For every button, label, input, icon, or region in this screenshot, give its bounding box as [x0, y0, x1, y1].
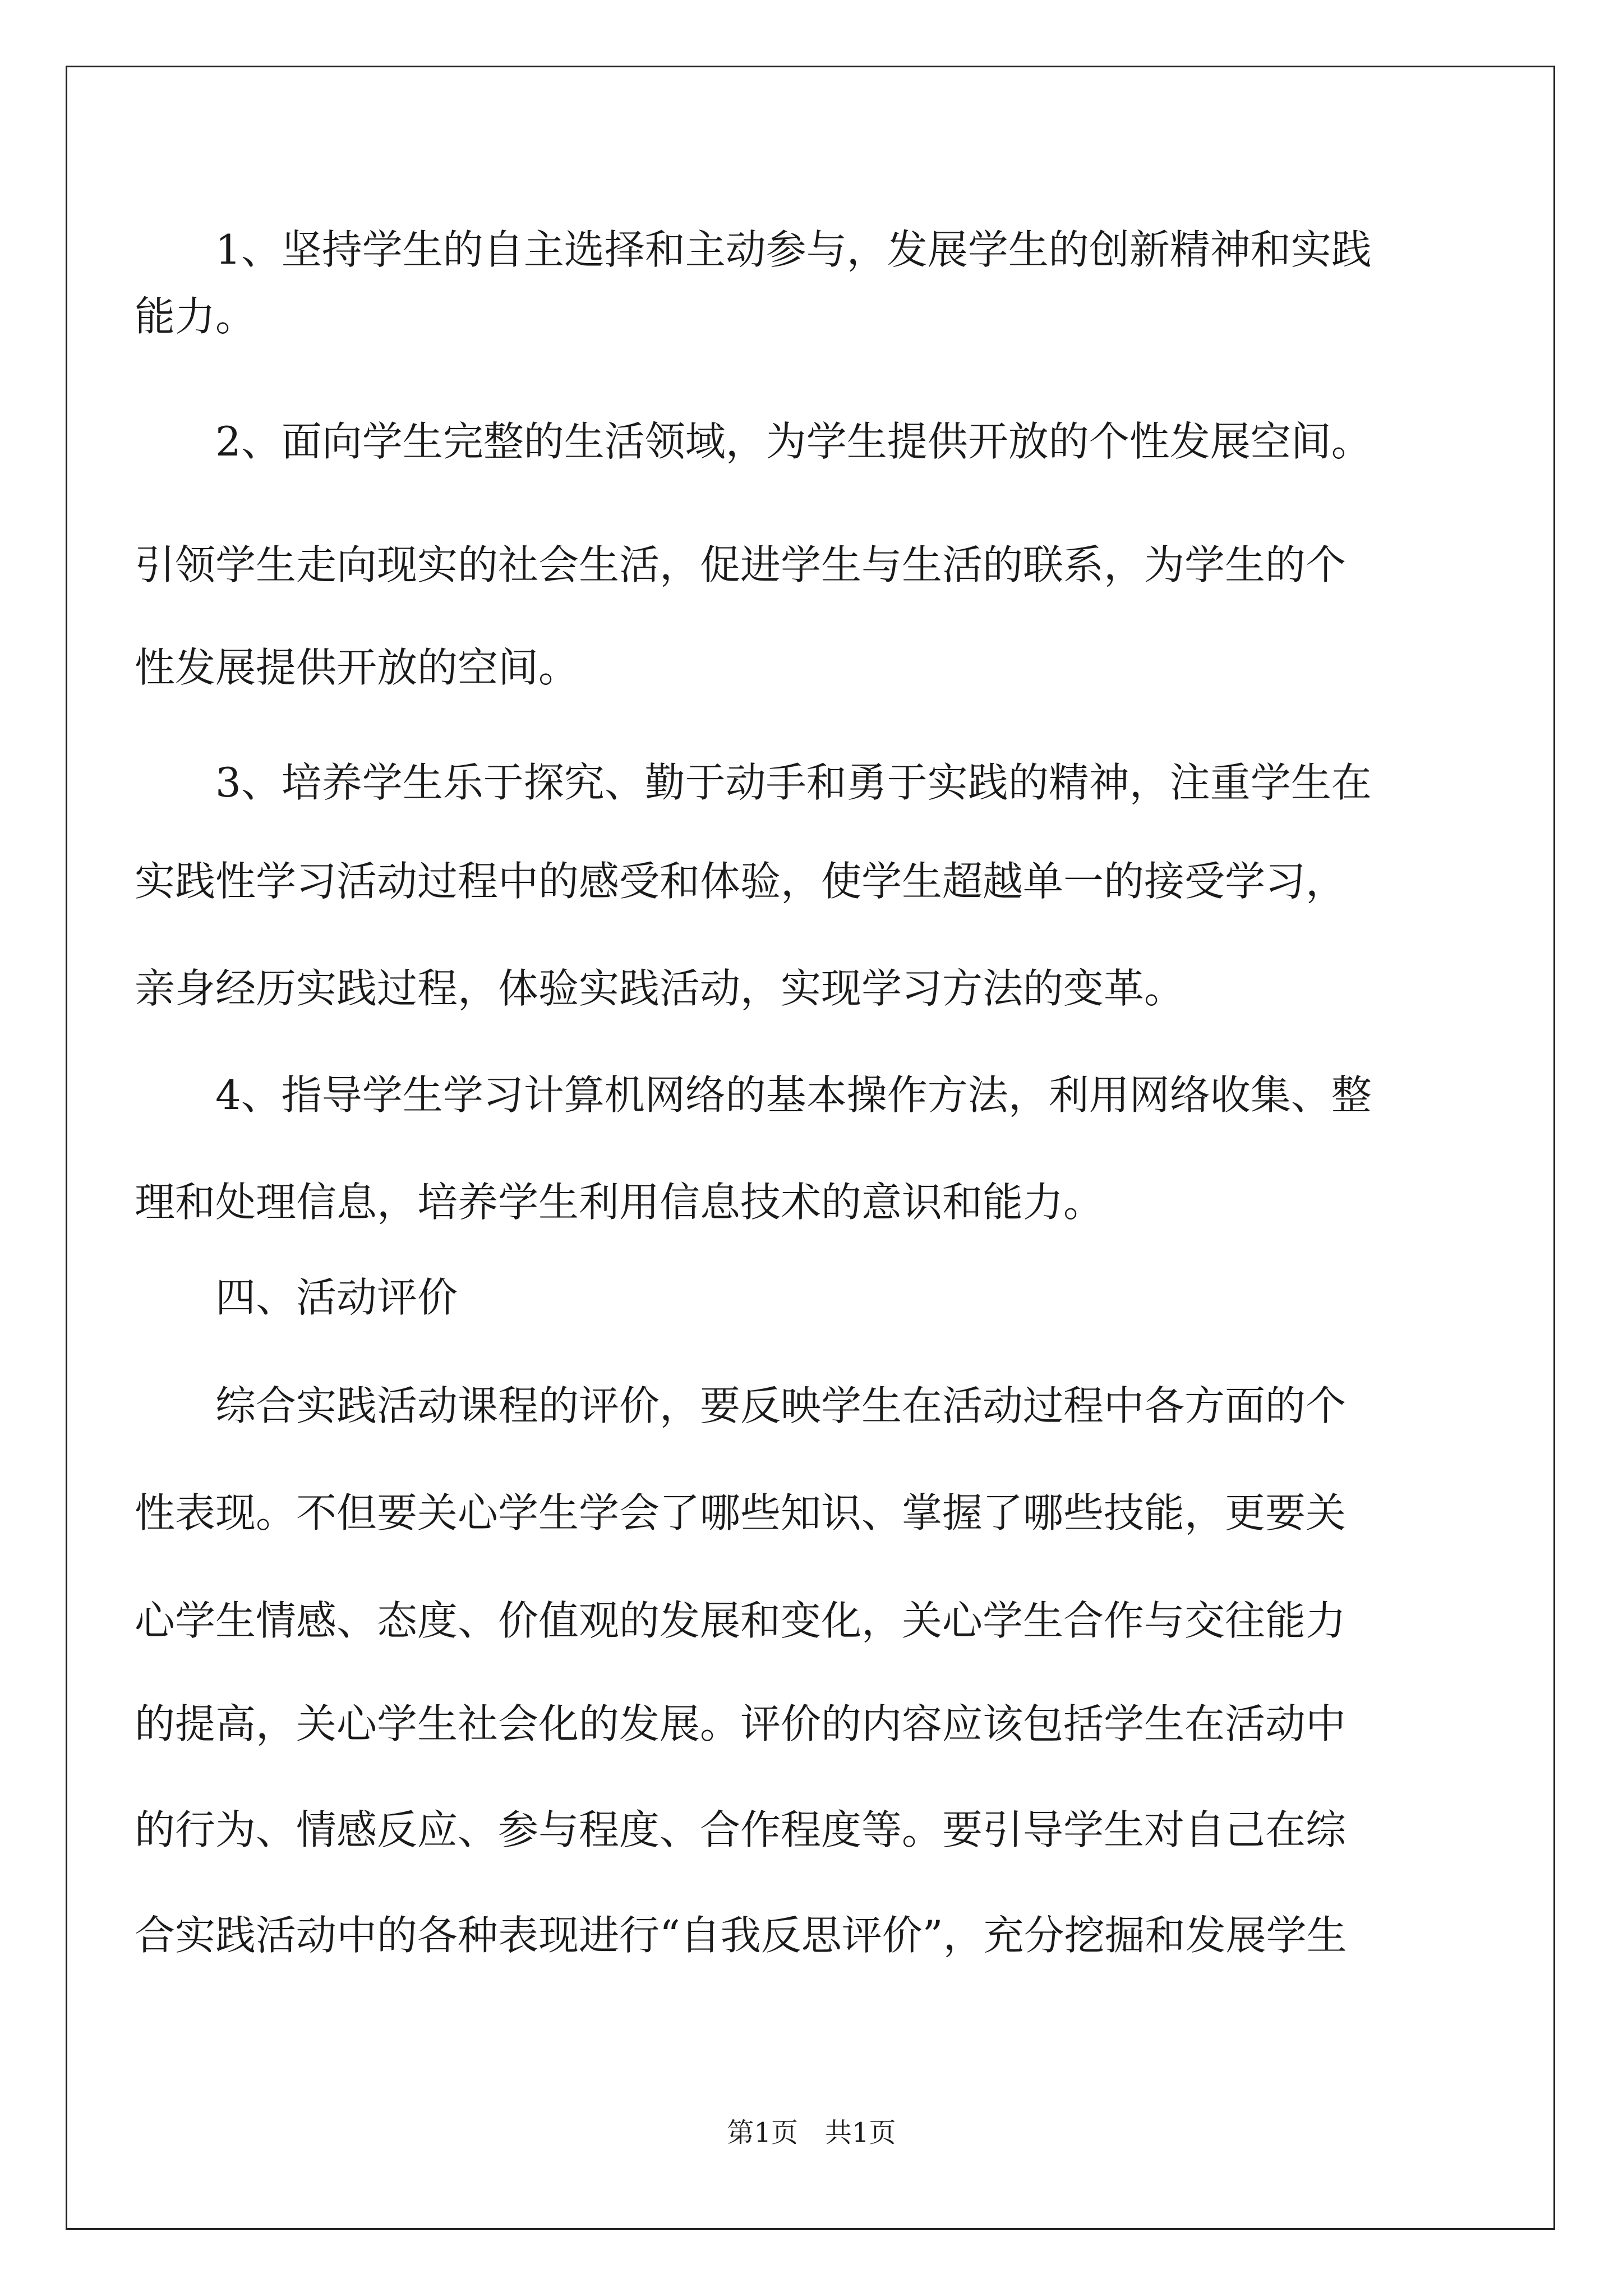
page-number-footer: 第1页 共1页 — [727, 2117, 896, 2148]
paragraph-line: 合实践活动中的各种表现进行“自我反思评价”，充分挖掘和发展学生 — [135, 1912, 1347, 1959]
paragraph-line: 的行为、情感反应、参与程度、合作程度等。要引导学生对自己在综 — [135, 1806, 1347, 1853]
paragraph-line: 性发展提供开放的空间。 — [135, 644, 579, 691]
section-heading: 四、活动评价 — [215, 1274, 458, 1321]
paragraph-line: 综合实践活动课程的评价，要反映学生在活动过程中各方面的个 — [215, 1382, 1347, 1429]
paragraph-line: 1、坚持学生的自主选择和主动参与，发展学生的创新精神和实践 — [215, 226, 1372, 273]
paragraph-line: 的提高，关心学生社会化的发展。评价的内容应该包括学生在活动中 — [135, 1700, 1347, 1747]
page-border — [66, 66, 1555, 2230]
paragraph-line: 性表现。不但要关心学生学会了哪些知识、掌握了哪些技能，更要关 — [135, 1489, 1347, 1536]
paragraph-line: 心学生情感、态度、价值观的发展和变化，关心学生合作与交往能力 — [135, 1597, 1347, 1644]
paragraph-line: 理和处理信息，培养学生利用信息技术的意识和能力。 — [135, 1179, 1104, 1226]
paragraph-line: 4、指导学生学习计算机网络的基本操作方法，利用网络收集、整 — [215, 1071, 1372, 1119]
paragraph-line: 2、面向学生完整的生活领域，为学生提供开放的个性发展空间。 — [215, 418, 1372, 465]
paragraph-line: 3、培养学生乐于探究、勤于动手和勇于实践的精神，注重学生在 — [215, 759, 1372, 806]
paragraph-line: 能力。 — [135, 293, 256, 340]
paragraph-line: 实践性学习活动过程中的感受和体验，使学生超越单一的接受学习， — [135, 858, 1347, 905]
paragraph-line: 引领学生走向现实的社会生活，促进学生与生活的联系，为学生的个 — [135, 541, 1347, 588]
paragraph-line: 亲身经历实践过程，体验实践活动，实现学习方法的变革。 — [135, 965, 1185, 1012]
